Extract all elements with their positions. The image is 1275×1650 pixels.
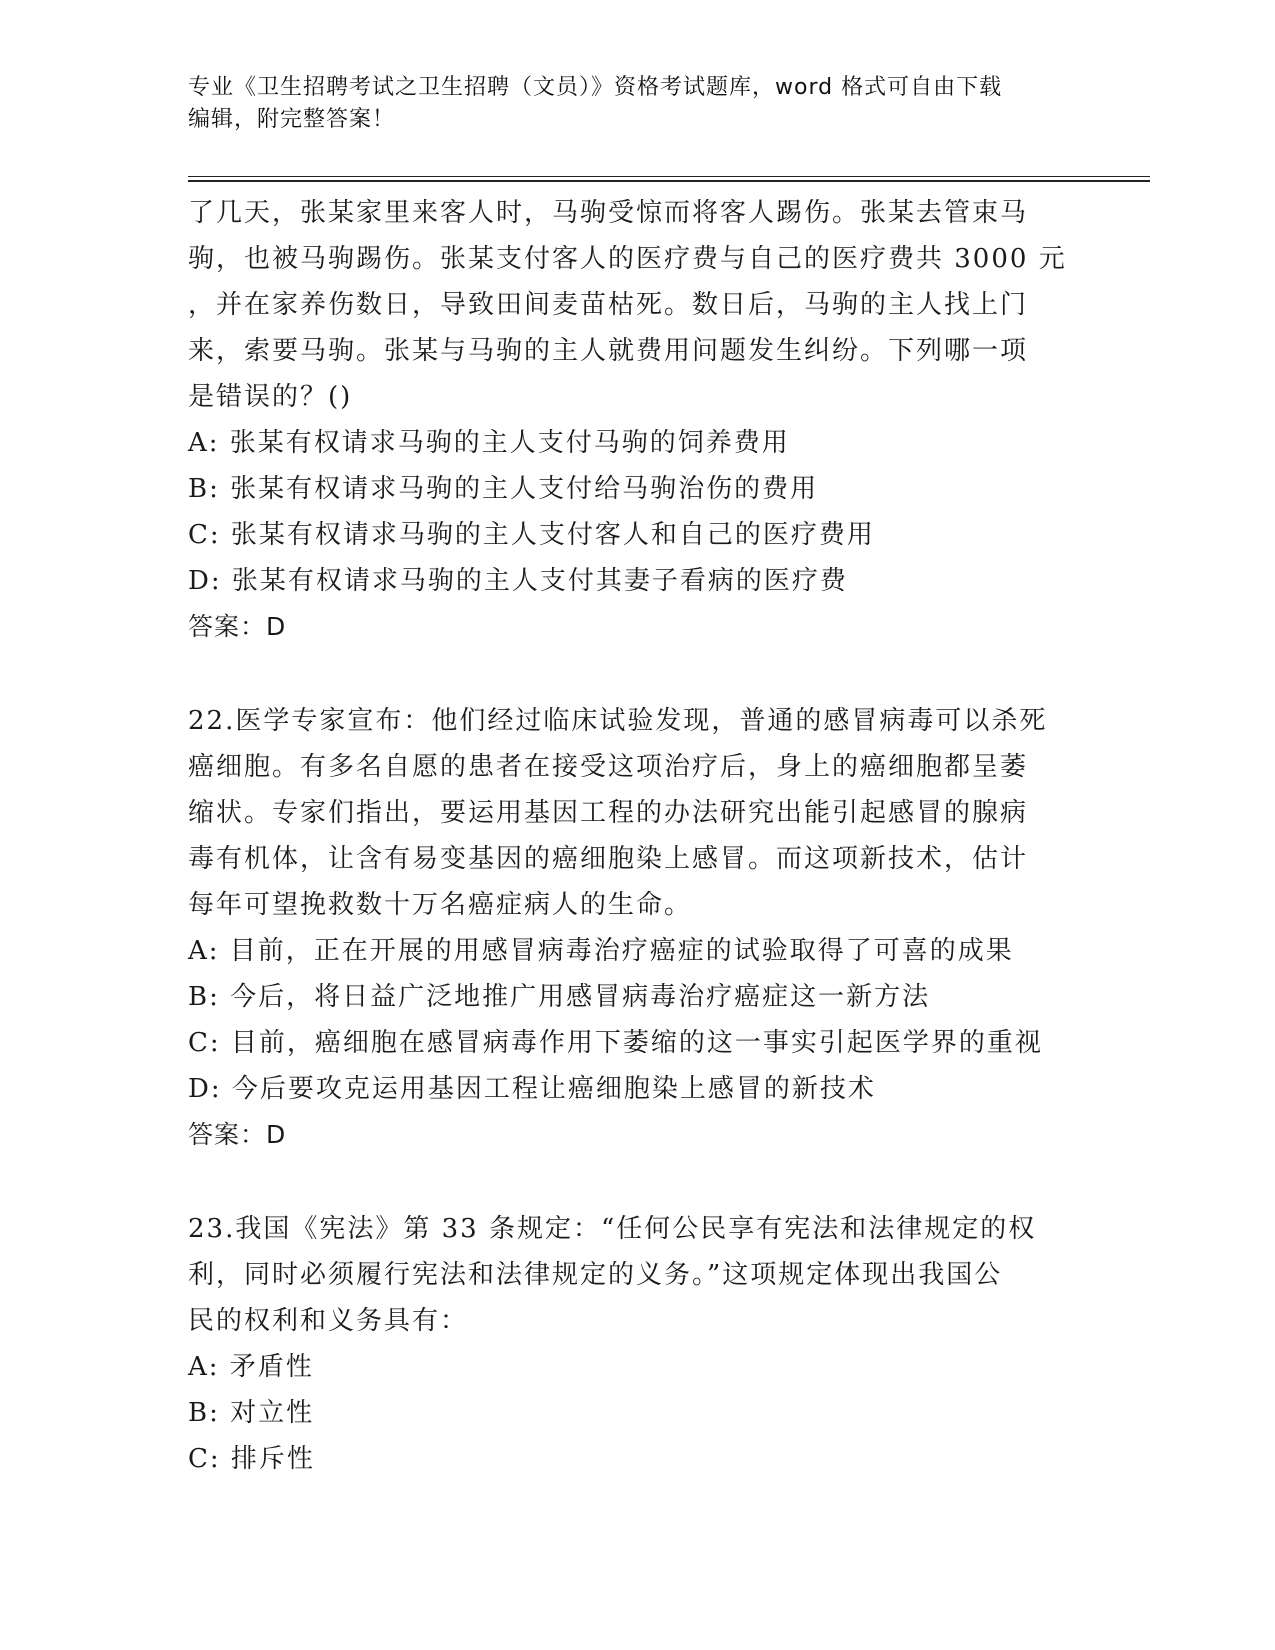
option-b: B: 今后，将日益广泛地推广用感冒病毒治疗癌症这一新方法	[188, 982, 931, 1012]
answer-line: 答案：D	[188, 1120, 287, 1149]
question-stem-line: 癌细胞。有多名自愿的患者在接受这项治疗后，身上的癌细胞都呈萎	[188, 752, 1029, 782]
question-spacer	[188, 650, 1088, 698]
question-23	[188, 1206, 1088, 1482]
header-line: 编辑，附完整答案！	[188, 107, 396, 132]
question-stem-line: 每年可望挽救数十万名癌症病人的生命。	[188, 890, 693, 920]
option-a: A: 目前，正在开展的用感冒病毒治疗癌症的试验取得了可喜的成果	[188, 936, 1014, 966]
question-stem-line: 驹，也被马驹踢伤。张某支付客人的医疗费与自己的医疗费共 3000 元	[188, 244, 1067, 274]
answer-line: 答案：D	[188, 612, 287, 641]
question-stem-line: 缩状。专家们指出，要运用基因工程的办法研究出能引起感冒的腺病	[188, 798, 1029, 828]
question-stem-line: 了几天，张某家里来客人时，马驹受惊而将客人踢伤。张某去管束马	[188, 198, 1029, 228]
option-c: C: 排斥性	[188, 1444, 315, 1474]
question-stem-line: 来，索要马驹。张某与马驹的主人就费用问题发生纠纷。下列哪一项	[188, 336, 1029, 366]
question-stem-line: 23.我国《宪法》第 33 条规定：“任何公民享有宪法和法律规定的权	[188, 1214, 1037, 1244]
option-a: A: 矛盾性	[188, 1352, 314, 1382]
option-c: C: 张某有权请求马驹的主人支付客人和自己的医疗费用	[188, 520, 875, 550]
option-d: D: 今后要攻克运用基因工程让癌细胞染上感冒的新技术	[188, 1074, 876, 1104]
question-22	[188, 698, 1088, 1158]
question-stem-line: 毒有机体，让含有易变基因的癌细胞染上感冒。而这项新技术，估计	[188, 844, 1029, 874]
document-header	[188, 72, 1088, 136]
question-stem-line: 利，同时必须履行宪法和法律规定的义务。”这项规定体现出我国公	[188, 1260, 1003, 1290]
option-d: D: 张某有权请求马驹的主人支付其妻子看病的医疗费	[188, 566, 848, 596]
option-a: A: 张某有权请求马驹的主人支付马驹的饲养费用	[188, 428, 790, 458]
question-stem-line: 是错误的？()	[188, 382, 353, 412]
question-spacer	[188, 1158, 1088, 1206]
question-stem-line: 22.医学专家宣布：他们经过临床试验发现，普通的感冒病毒可以杀死	[188, 706, 1048, 736]
question-stem-line: ，并在家养伤数日，导致田间麦苗枯死。数日后，马驹的主人找上门	[188, 290, 1029, 320]
option-b: B: 对立性	[188, 1398, 315, 1428]
header-divider	[188, 176, 1150, 182]
question-stem-line: 民的权利和义务具有：	[188, 1306, 469, 1336]
header-line: 专业《卫生招聘考试之卫生招聘（文员）》资格考试题库，word 格式可自由下载	[188, 75, 1003, 100]
question-21	[188, 190, 1088, 650]
option-b: B: 张某有权请求马驹的主人支付给马驹治伤的费用	[188, 474, 819, 504]
option-c: C: 目前，癌细胞在感冒病毒作用下萎缩的这一事实引起医学界的重视	[188, 1028, 1043, 1058]
question-list	[188, 190, 1088, 1482]
